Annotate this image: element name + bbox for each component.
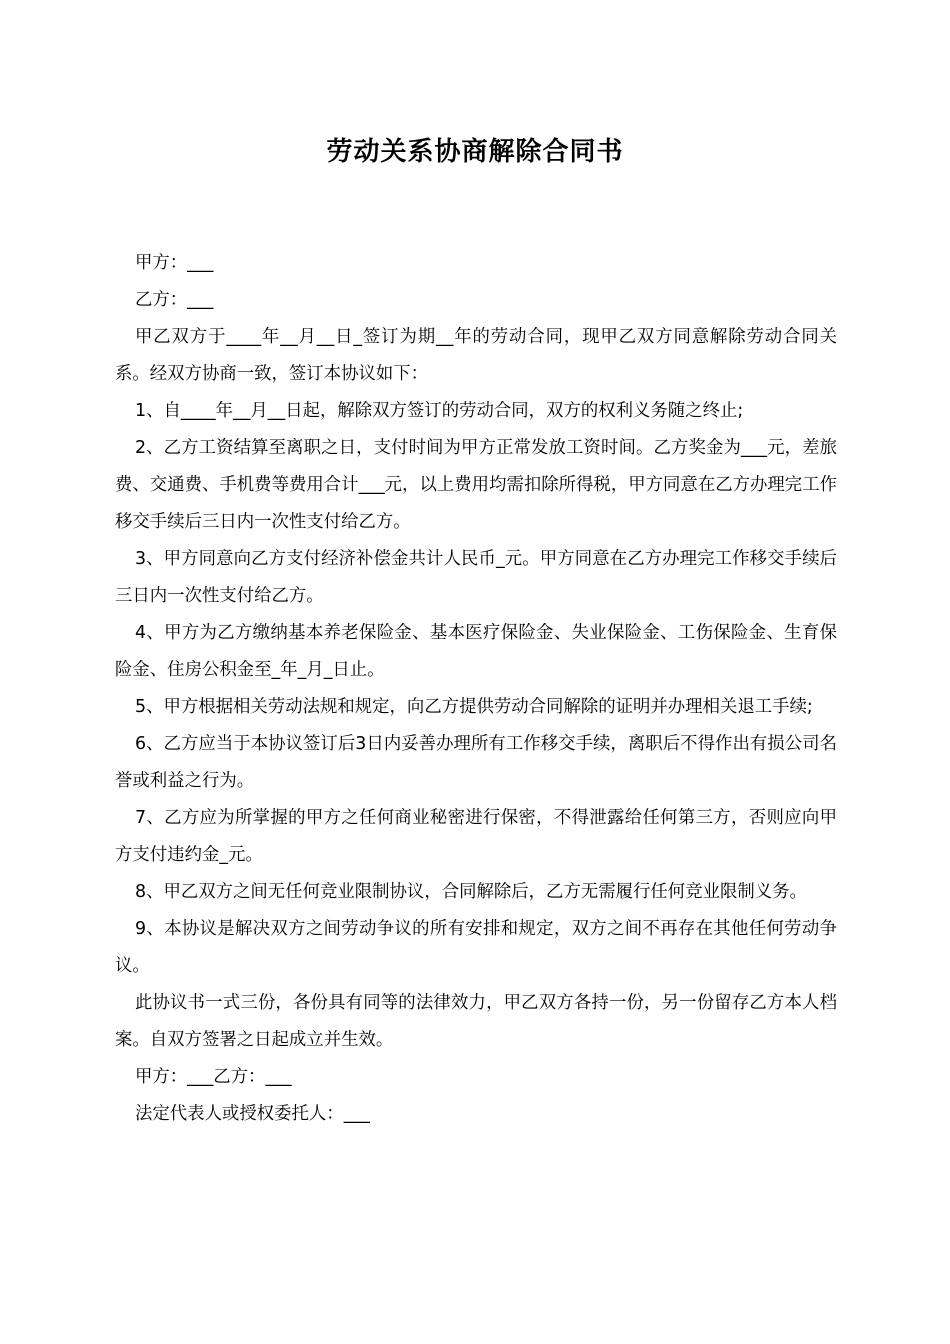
document-title: 劳动关系协商解除合同书: [326, 137, 624, 167]
clause-6: 6、乙方应当于本协议签订后3日内妥善办理所有工作移交手续，离职后不得作出有损公司名誉或利益之行为。: [115, 734, 837, 791]
clause-1: 1、自____年__月__日起，解除双方签订的劳动合同，双方的权利义务随之终止;: [135, 401, 744, 421]
clause-4: 4、甲方为乙方缴纳基本养老保险金、基本医疗保险金、失业保险金、工伤保险金、生育保险金、住房公积金至_年_月_日止。: [115, 623, 837, 680]
clause-5: 5、甲方根据相关劳动法规和规定，向乙方提供劳动合同解除的证明并办理相关退工手续;: [135, 697, 813, 717]
clause-3: 3、甲方同意向乙方支付经济补偿金共计人民币_元。甲方同意在乙方办理完工作移交手续后三日内一次性支付给乙方。: [115, 549, 837, 606]
signature-parties-line: 甲方：___乙方：___: [135, 1067, 292, 1087]
clause-2: 2、乙方工资结算至离职之日，支付时间为甲方正常发放工资时间。乙方奖金为___元，差旅费、交通费、手机费等费用合计___元，以上费用均需扣除所得税，甲方同意在乙方办理完工作移交手续后三日内一次性支付给乙方。: [115, 438, 837, 532]
legal-representative-line: 法定代表人或授权委托人：___: [135, 1104, 370, 1124]
clause-7: 7、乙方应为所掌握的甲方之任何商业秘密进行保密，不得泄露给任何第三方，否则应向甲方支付违约金_元。: [115, 808, 837, 865]
clause-8: 8、甲乙双方之间无任何竞业限制协议，合同解除后，乙方无需履行任何竞业限制义务。: [135, 882, 807, 902]
intro-paragraph: 甲乙双方于____年__月__日_签订为期__年的劳动合同，现甲乙双方同意解除劳动合同关系。经双方协商一致，签订本协议如下：: [115, 327, 837, 384]
closing-paragraph: 此协议书一式三份，各份具有同等的法律效力，甲乙双方各持一份，另一份留存乙方本人档案。自双方签署之日起成立并生效。: [115, 993, 837, 1050]
party-a-line: 甲方：___: [135, 253, 214, 273]
document-body: [115, 245, 837, 1133]
party-b-line: 乙方：___: [135, 290, 214, 310]
clause-9: 9、本协议是解决双方之间劳动争议的所有安排和规定，双方之间不再存在其他任何劳动争议。: [115, 919, 837, 976]
